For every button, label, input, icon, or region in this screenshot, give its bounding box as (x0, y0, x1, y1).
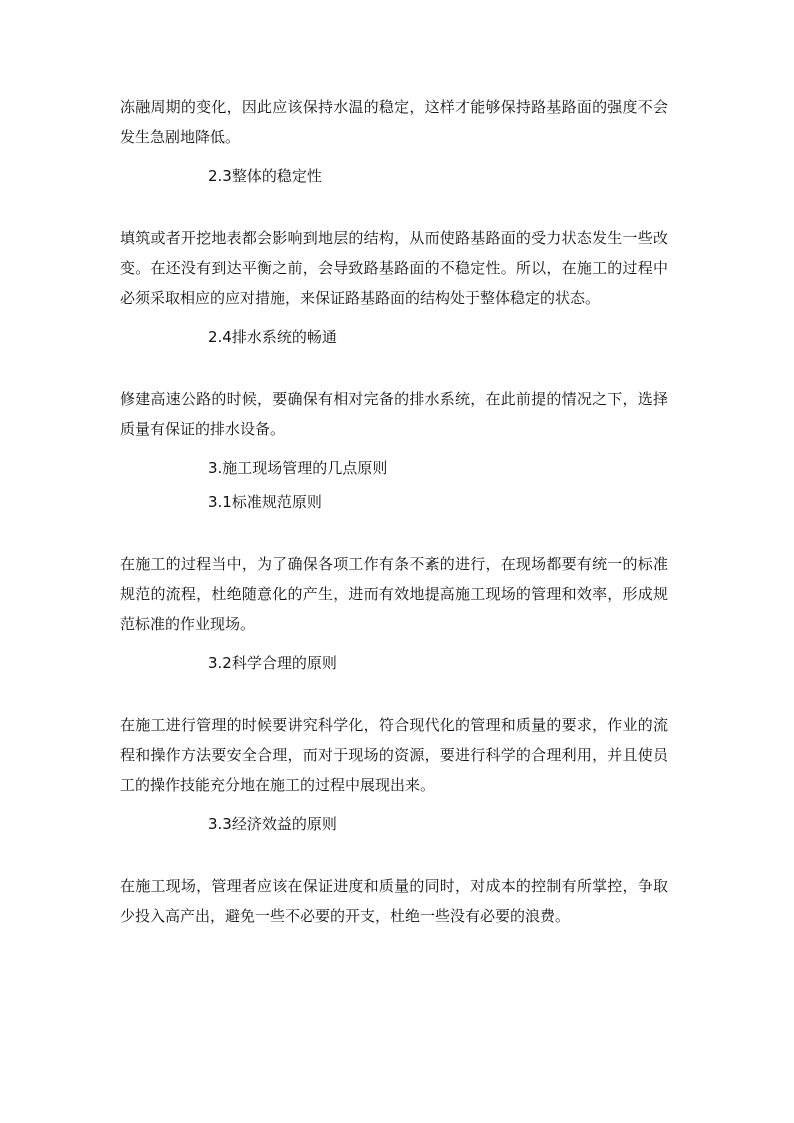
document-body (120, 92, 668, 931)
paragraph-economic: 在施工现场，管理者应该在保证进度和质量的同时，对成本的控制有所掌控，争取少投入高产出，避免一些不必要的开支，杜绝一些没有必要的浪费。 (120, 877, 668, 925)
heading-2-3: 2.3整体的稳定性 (208, 167, 322, 185)
paragraph-standard: 在施工的过程当中，为了确保各项工作有条不紊的进行，在现场都要有统一的标准规范的流程，杜绝随意化的产生，进而有效地提高施工现场的管理和效率，形成规范标准的作业现场。 (120, 555, 668, 633)
heading-2-4: 2.4排水系统的畅通 (208, 328, 337, 346)
heading-3-2: 3.2科学合理的原则 (208, 654, 337, 672)
heading-3-1: 3.1标准规范原则 (208, 493, 322, 511)
paragraph-overall-stability: 填筑或者开挖地表都会影响到地层的结构，从而使路基路面的受力状态发生一些改变。在还没有到达平衡之前，会导致路基路面的不稳定性。所以，在施工的过程中必须采取相应的应对措施，来保证路基路面的结构处于整体稳定的状态。 (120, 229, 668, 307)
paragraph-drainage: 修建高速公路的时候，要确保有相对完备的排水系统，在此前提的情况之下，选择质量有保证的排水设备。 (120, 390, 668, 438)
paragraph-freeze-thaw: 冻融周期的变化，因此应该保持水温的稳定，这样才能够保持路基路面的强度不会发生急剧地降低。 (120, 98, 668, 146)
paragraph-scientific: 在施工进行管理的时候要讲究科学化，符合现代化的管理和质量的要求，作业的流程和操作方法要安全合理，而对于现场的资源，要进行科学的合理利用，并且使员工的操作技能充分地在施工的过程中展现出来。 (120, 716, 668, 794)
heading-3-3: 3.3经济效益的原则 (208, 815, 337, 833)
heading-3: 3.施工现场管理的几点原则 (208, 459, 388, 477)
